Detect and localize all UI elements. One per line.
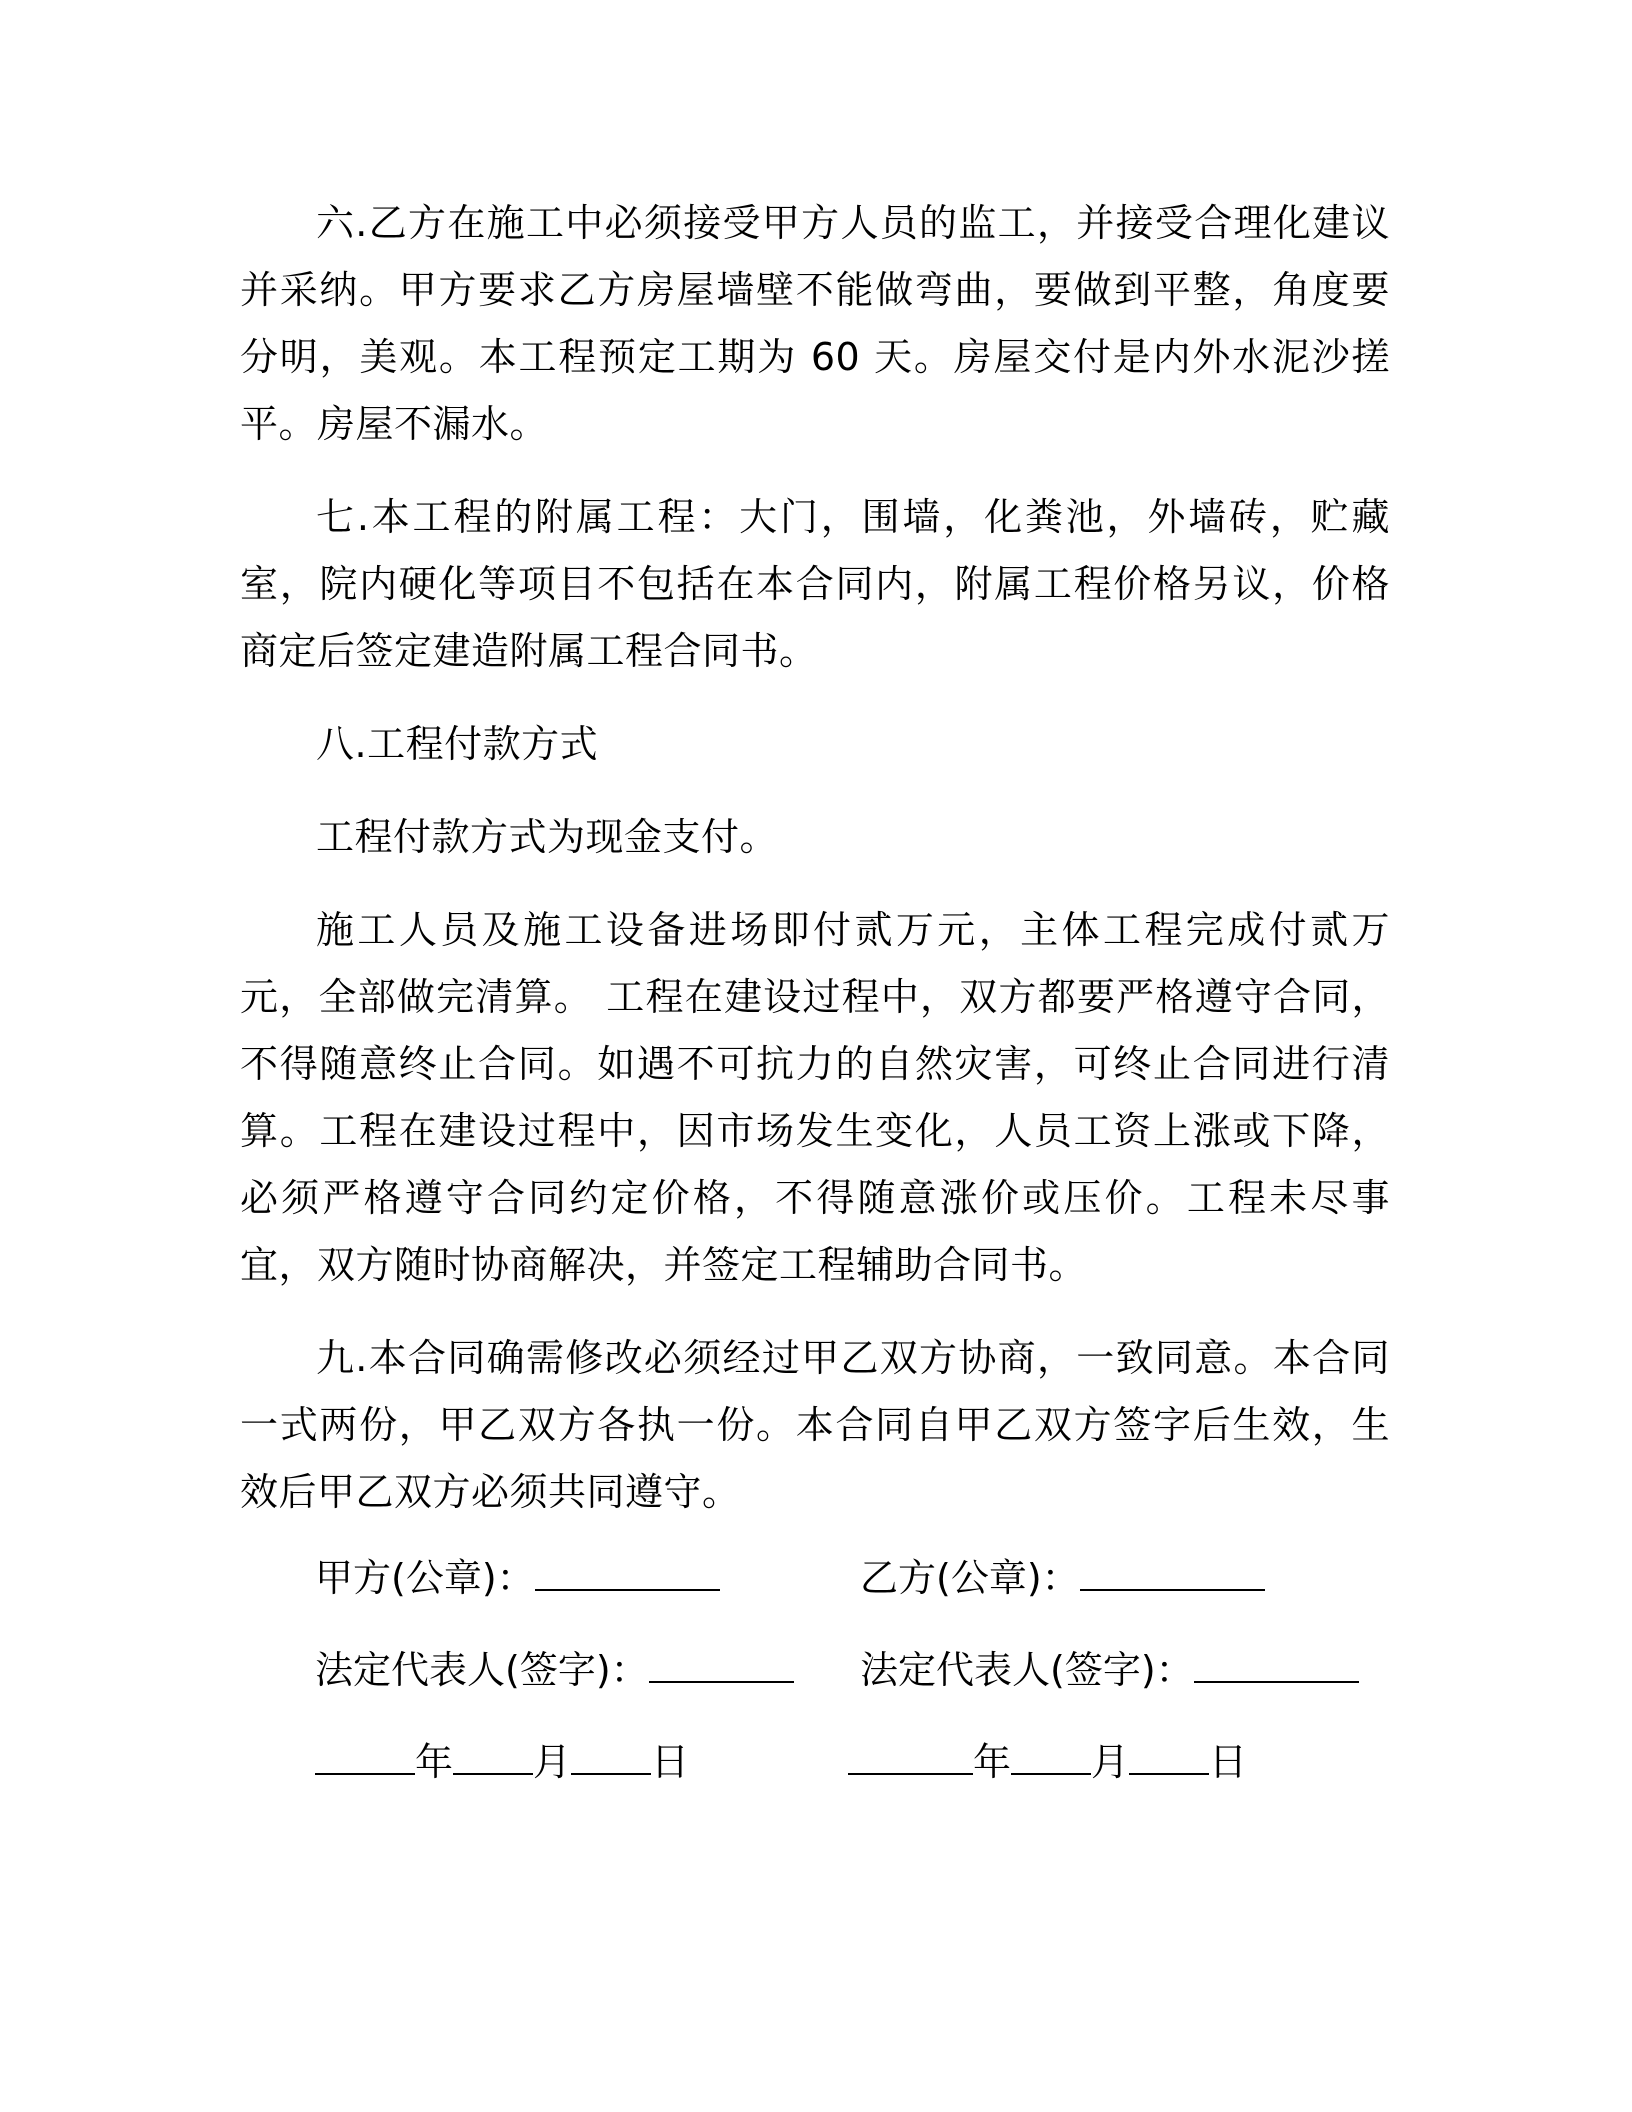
party-a-rep-line (315, 1640, 794, 1700)
party-b-rep-line (860, 1640, 1359, 1700)
party-b-date-line (848, 1732, 1247, 1792)
party-b-month-blank (1011, 1741, 1091, 1775)
party-a-day-label: 日 (651, 1740, 690, 1784)
party-b-rep-blank (1194, 1649, 1359, 1683)
clause-nine: 九.本合同确需修改必须经过甲乙双方协商，一致同意。本合同一式两份，甲乙双方各执一份。本合同自甲乙双方签字后生效，生效后甲乙双方必须共同遵守。 (240, 1336, 1390, 1514)
party-a-day-blank (571, 1741, 651, 1775)
party-b-year-label: 年 (973, 1740, 1012, 1784)
party-b-seal-blank (1080, 1557, 1265, 1591)
party-a-rep-blank (649, 1649, 794, 1683)
party-a-date-line (315, 1732, 689, 1792)
party-b-day-blank (1129, 1741, 1209, 1775)
clause-seven: 七.本工程的附属工程：大门，围墙，化粪池，外墙砖，贮藏室，院内硬化等项目不包括在本合同内，附属工程价格另议，价格商定后签定建造附属工程合同书。 (240, 495, 1390, 673)
party-b-rep-label: 法定代表人(签字)： (860, 1648, 1194, 1692)
clause-eight-payment-terms: 施工人员及施工设备进场即付贰万元，主体工程完成付贰万元，全部做完清算。 工程在建设过程中，双方都要严格遵守合同，不得随意终止合同。如遇不可抗力的自然灾害，可终止合同进行清算。工程在建设过程中，因市场发生变化，人员工资上涨或下降，必须严格遵守合同约定价格，不得随意涨价或压价。工程未尽事宜，双方随时协商解决，并签定工程辅助合同书。 (240, 908, 1390, 1287)
party-a-rep-label: 法定代表人(签字)： (315, 1648, 649, 1692)
party-a-seal-line (315, 1548, 720, 1608)
party-a-month-blank (453, 1741, 533, 1775)
party-a-seal-blank (535, 1557, 720, 1591)
party-b-year-blank (848, 1741, 973, 1775)
party-b-day-label: 日 (1209, 1740, 1248, 1784)
document-body (240, 190, 1390, 1552)
party-a-year-label: 年 (415, 1740, 454, 1784)
party-a-month-label: 月 (533, 1740, 572, 1784)
party-b-seal-label: 乙方(公章)： (860, 1556, 1080, 1600)
clause-six: 六.乙方在施工中必须接受甲方人员的监工，并接受合理化建议并采纳。甲方要求乙方房屋墙壁不能做弯曲，要做到平整，角度要分明，美观。本工程预定工期为 60 天。房屋交付是内外水泥沙搓平。房屋不漏水。 (240, 201, 1390, 446)
party-a-year-blank (315, 1741, 415, 1775)
party-a-seal-label: 甲方(公章)： (315, 1556, 535, 1600)
clause-eight-heading: 八.工程付款方式 (316, 722, 599, 766)
clause-eight-payment-method: 工程付款方式为现金支付。 (316, 815, 779, 859)
party-b-seal-line (860, 1548, 1265, 1608)
party-b-month-label: 月 (1091, 1740, 1130, 1784)
